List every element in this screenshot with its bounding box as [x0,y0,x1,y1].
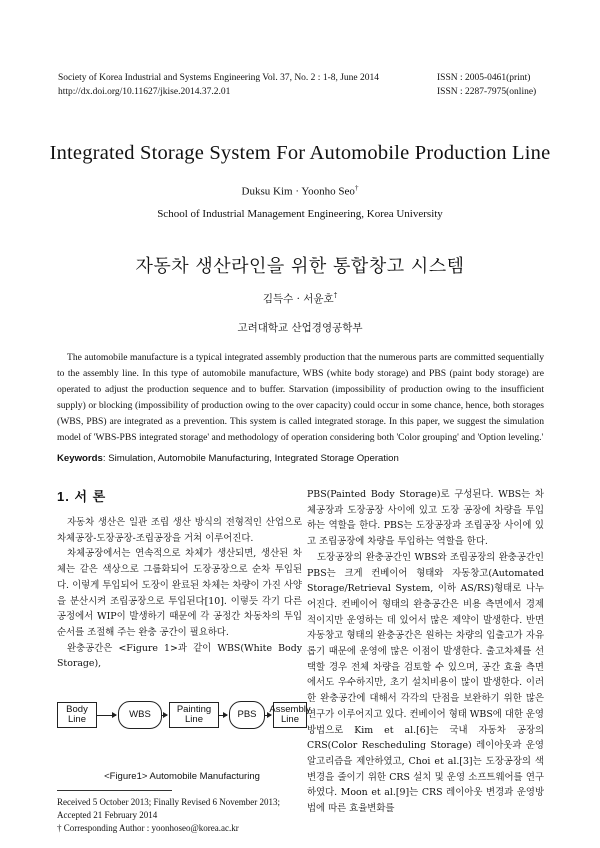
paper-title-korean: 자동차 생산라인을 위한 통합창고 시스템 [135,256,465,277]
figure-1-caption: <Figure1> Automobile Manufacturing [104,771,260,782]
pbs-box: PBS [229,701,265,729]
right-column [307,487,544,817]
figure-1-diagram [57,698,311,768]
assembly-line-box: Assembly Line [273,702,307,728]
paragraph: 차체공장에서는 연속적으로 차체가 생산되면, 생산된 차체는 같은 색상으로 그룹화되어 도장공장으로 순차 투입된다. 이렇게 투입되어 도장이 완료된 차체는 차량이 가진 사양을 분산시켜 조립공장으로 투입된다[10]. 이렇듯 각기 다른 공정에서 WIP이 발생하기 때문에 각 공정간 차동차의 투입 순서를 조절해 주는 완충 공간이 필요하다. [57,548,302,638]
running-header-right [437,71,536,99]
paper-title-english: Integrated Storage System For Automobile Production Line [49,142,551,164]
authors-korean [0,291,600,306]
arrow [161,715,167,716]
doi-link[interactable]: http://dx.doi.org/10.11627/jkise.2014.37.2.01 [58,87,231,97]
keywords [57,453,547,464]
issn-online: ISSN : 2287-7975(online) [437,87,537,97]
abstract: The automobile manufacture is a typical integrated assembly production that the numerous parts are committed sequentially to the assembly line. In this type of automobile manufacture, WBS (white body storage) and PBS (paint body storage) are operated to adjust the production sequence and to buffer. Starvation (impossibility of production owing to the insufficient supply) or blocking (impossibility of production owing to the over capacity) could occur in some chance, hence, both storages (WBS, PBS) are integrated as a prevention. This system is called integrated storage. In this paper, we suggest the simulation model of 'WBS-PBS integrated storage' and methodology of operation considering both 'Color grouping' and 'Option leveling.' [57,352,544,443]
section-heading: 1. 서 론 [57,489,107,504]
wbs-box: WBS [118,701,162,729]
paragraph: 도장공장의 완충공간인 WBS와 조립공장의 완충공간인 PBS는 크게 컨베이어 형태와 자동창고(Automated Storage/Retrieval System, 이하 AS/RS)형태로 나누어진다. 컨베이어 형태의 완충공간은 비용 측면에서 경제적이지만 운영하는 데 있어서 많은 제약이 발생한다. 반면 자동창고 형태의 완충공간은 원하는 차량의 입출고가 자유롭기 때문에 운영에 많은 이점이 발생한다. 출고차체를 선택할 경우 전체 차량을 검토할 수 있으며, 공간 효율 측면에서도 우수하지만, 초기 설치비용이 많이 발생한다. 이러한 완충공간에 대해서 각각의 단점을 보완하기 위한 많은 연구가 이루어지고 있다. 컨베이어 형태 WBS에 대한 운영방법으로 Kim et al.[6]는 국내 자동차 공장의 CRS(Color Rescheduling Storage) 레이아웃과 운영알고리즘을 제안하였고, Choi et al.[3]는 도장공장의 색 변경을 줄이기 위한 CRS 설치 및 운영 소프트웨어를 연구하였다. Moon et al.[9]는 CRS 레이아웃 변경과 운영방법에 따른 효율변화를 [307,551,544,815]
paragraph: PBS(Painted Body Storage)로 구성된다. WBS는 차체공장과 도장공장 사이에 있고 도장 공장에 차량을 투입하는 역할을 한다. PBS는 도장공장과 조립공장 사이에 있고 조립공장에 차량을 투입하는 역할을 한다. [307,489,544,548]
arrow [218,715,227,716]
running-header-left [58,71,379,99]
paragraph: 자동차 생산은 일관 조립 생산 방식의 전형적인 산업으로 차체공장-도장공장-조립공장을 거쳐 이루어진다. [57,517,302,544]
authors-english [0,184,600,198]
corresponding-mark: † [354,184,359,192]
received-dates: Received 5 October 2013; Finally Revised 6 November 2013; Accepted 21 February 2014 [57,797,280,820]
affiliation-english: School of Industrial Management Engineering, Korea University [157,208,443,220]
journal-info: Society of Korea Industrial and Systems Engineering Vol. 37, No. 2 : 1-8, June 2014 [58,73,380,83]
paragraph: 완충공간은 <Figure 1>과 같이 WBS(White Body Storage), [57,642,302,670]
authors-korean-names: 김득수 · 서윤호 [262,293,334,305]
footnotes [57,796,302,835]
arrow [96,715,116,716]
corresponding-author: † Corresponding Author : yoonhoseo@korea.ac.kr [57,823,239,833]
body-line-box: Body Line [57,702,97,728]
keywords-label: Keywords [57,453,103,464]
authors-english-names: Duksu Kim · Yoonho Seo [241,185,355,198]
affiliation-korean: 고려대학교 산업경영공학부 [237,322,363,334]
footnote-divider [57,790,172,791]
painting-line-box: Painting Line [169,702,219,728]
keywords-list: : Simulation, Automobile Manufacturing, Integrated Storage Operation [102,453,399,464]
corresponding-mark-korean: † [333,291,338,300]
left-column [57,515,302,672]
issn-print: ISSN : 2005-0461(print) [437,73,531,83]
